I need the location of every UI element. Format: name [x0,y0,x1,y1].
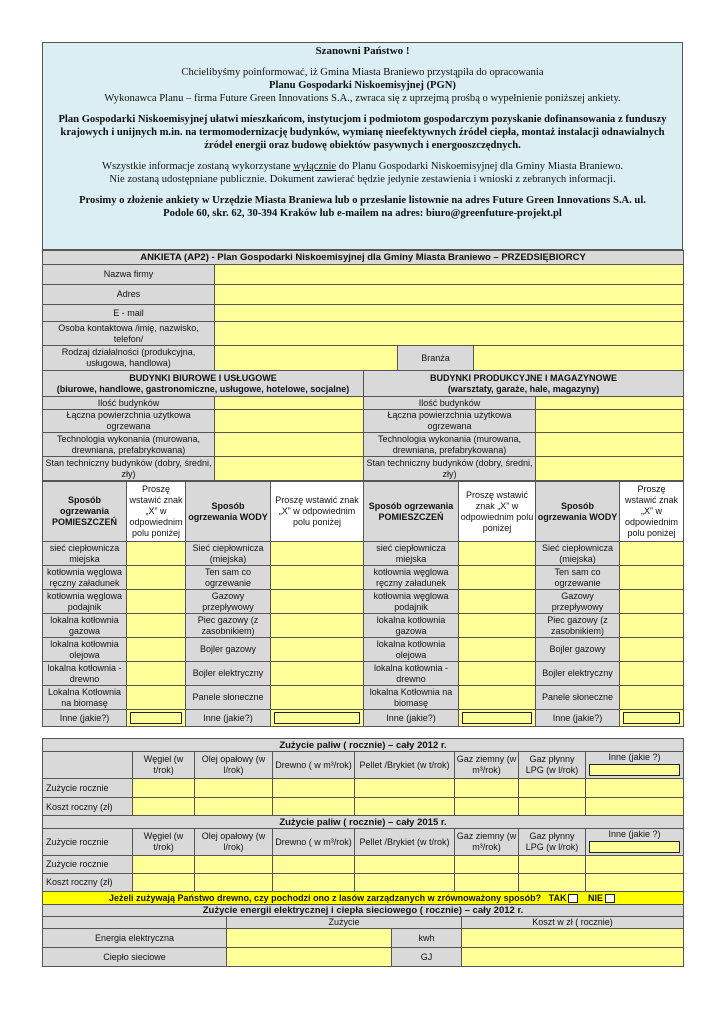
energy-el-cost[interactable] [462,929,684,948]
inne-input-7[interactable] [623,712,680,724]
x-room-left-3[interactable] [127,614,186,638]
x-water-right-3[interactable] [620,614,684,638]
fuel2015-title: Zużycie paliw ( rocznie) – cały 2015 r. [43,816,684,829]
f12-c-6[interactable] [519,798,586,817]
fuel2015-row-label: Zużycie rocznie [43,829,133,856]
field-ilosc-office[interactable] [215,397,364,410]
room-left-4: lokalna kotłownia olejowa [43,638,127,662]
x-room-left-5[interactable] [127,662,186,686]
inne-input-3[interactable] [274,712,360,724]
room-right-5: lokalna kotłownia -drewno [364,662,459,686]
x-room-left-4[interactable] [127,638,186,662]
energy-heat-label: Ciepło sieciowe [43,948,227,967]
x-water-right-4[interactable] [620,638,684,662]
form-title: ANKIETA (AP2) - Plan Gospodarki Niskoemisyjnej dla Gminy Miasta Braniewo – PRZEDSIĘBIORCY [43,251,684,265]
col15-inne [586,829,684,856]
f12-u-2[interactable] [195,779,273,798]
f12-c-7[interactable] [586,798,684,817]
buildings-table [42,370,684,481]
intro-line3: Wykonawca Planu – firma Future Green Innovations S.A., zwraca się z uprzejmą prośbą o wypełnienie poniższej ankiety. [104,93,621,104]
x-room-right-0[interactable] [459,542,536,566]
x-water-left-5[interactable] [271,662,364,686]
water-right-6: Panele słoneczne [536,686,620,710]
x-room-right-6[interactable] [459,686,536,710]
f12-c-4[interactable] [355,798,455,817]
field-osoba[interactable] [215,322,684,346]
water-right-2: Gazowy przepływowy [536,590,620,614]
hdr-x-left: Proszę wstawić znak „X” w odpowiednim polu poniżej [127,482,186,542]
col15-gaz-ziemny: Gaz ziemny (w m³/rok) [455,829,519,856]
f15-c-2[interactable] [195,874,273,892]
water-right-4: Bojler gazowy [536,638,620,662]
label-adres: Adres [43,285,215,305]
label-osoba: Osoba kontaktowa /imię, nazwisko, telefon/ [43,322,215,346]
wood-tak-label: TAK [548,893,567,903]
x-room-right-3[interactable] [459,614,536,638]
x-water-right-1[interactable] [620,566,684,590]
privacy-a: Wszystkie informacje zostaną wykorzystane [101,161,294,172]
water-left-5: Bojler elektryczny [186,662,271,686]
energy-el-label: Energia elektryczna [43,929,227,948]
f12-u-6[interactable] [519,779,586,798]
room-right-7: Inne (jakie?) [364,710,459,727]
fuel2012-row-cost: Koszt roczny (zł) [43,798,133,817]
field-nazwa[interactable] [215,265,684,285]
room-right-3: lokalna kotłownia gazowa [364,614,459,638]
intro-line1: Chcielibyśmy poinformować, iż Gmina Miasta Braniewo przystąpiła do opracowania [181,67,544,78]
wood-nie-checkbox[interactable] [605,894,615,903]
greeting: Szanowni Państwo ! [315,45,410,57]
water-right-7: Inne (jakie?) [536,710,620,727]
water-left-2: Gazowy przepływowy [186,590,271,614]
col-pellet: Pellet /Brykiet (w t/rok) [355,752,455,779]
room-right-6: lokalna Kotłownia na biomasę [364,686,459,710]
room-left-0: sieć ciepłownicza miejska [43,542,127,566]
fuel2015-table [42,815,684,906]
x-room-left-1[interactable] [127,566,186,590]
inne-input-1[interactable] [130,712,182,724]
energy-title: Zużycie energii elektrycznej i ciepła sieciowego ( rocznie) – cały 2012 r. [43,905,684,917]
f12-c-5[interactable] [455,798,519,817]
energy-heat-use[interactable] [227,948,392,967]
energy-table [42,904,684,967]
energy-heat-cost[interactable] [462,948,684,967]
x-water-left-6[interactable] [271,686,364,710]
f15-u-7[interactable] [586,856,684,874]
x-room-right-7[interactable] [459,710,536,727]
x-water-right-7[interactable] [620,710,684,727]
col15-inne-label: Inne (jakie ?) [608,829,661,839]
office-sub: (biurowe, handlowe, gastronomiczne, usługowe, hotelowe, socjalne) [56,383,350,394]
water-right-1: Ten sam co ogrzewanie [536,566,620,590]
x-room-right-4[interactable] [459,638,536,662]
f15-c-1[interactable] [133,874,195,892]
x-water-left-4[interactable] [271,638,364,662]
hdr-pom-right: Sposób ogrzewania POMIESZCZEŃ [364,482,459,542]
col-gaz-plynny: Gaz płynny LPG (w l/rok) [519,752,586,779]
room-right-4: lokalna kotłownia olejowa [364,638,459,662]
col15-gaz-plynny: Gaz płynny LPG (w l/rok) [519,829,586,856]
x-room-left-6[interactable] [127,686,186,710]
f15-u-6[interactable] [519,856,586,874]
energy-heat-unit: GJ [392,948,462,967]
f15-u-5[interactable] [455,856,519,874]
label-technologia: Technologia wykonania (murowana, drewniana, prefabrykowana) [43,433,215,457]
room-left-1: kotłownia węglowa ręczny załadunek [43,566,127,590]
production-sub: (warsztaty, garaże, hale, magazyny) [447,383,600,394]
f15-c-6[interactable] [519,874,586,892]
room-left-5: lokalna kotłownia -drewno [43,662,127,686]
room-left-7: Inne (jakie?) [43,710,127,727]
room-right-2: kotłownia węglowa podajnik [364,590,459,614]
f15-c-3[interactable] [273,874,355,892]
f15-c-4[interactable] [355,874,455,892]
intro-line2: Planu Gospodarki Niskoemisyjnej (PGN) [269,80,456,91]
fuel2015-row-cost: Koszt roczny (zł) [43,874,133,892]
inne-2015-input[interactable] [589,841,680,853]
wood-nie-label: NIE [587,893,603,903]
hdr-wody-left: Sposób ogrzewania WODY [186,482,271,542]
col15-wegiel: Węgiel (w t/rok) [133,829,195,856]
hdr-x-right: Proszę wstawić znak „X” w odpowiednim polu poniżej [459,482,536,542]
x-water-left-7[interactable] [271,710,364,727]
room-left-6: Lokalna Kotłownia na biomasę [43,686,127,710]
label-nazwa: Nazwa firmy [43,265,215,285]
office-title: BUDYNKI BIUROWE I USŁUGOWE [129,372,277,383]
privacy-u: wyłącznie [293,161,337,172]
col-drewno: Drewno ( w m³/rok) [273,752,355,779]
water-left-6: Panele słoneczne [186,686,271,710]
label-rodzaj: Rodzaj działalności (produkcyjna, usługowa, handlowa) [43,346,215,371]
label-ilosc: Ilość budynków [43,397,215,410]
fuel2012-table [42,738,684,817]
label-powierzchnia-r: Łączna powierzchnia użytkowa ogrzewana [364,410,536,433]
label-branza: Branża [398,346,474,371]
water-right-5: Bojler elektryczny [536,662,620,686]
buildings-office-header [43,371,364,397]
label-stan: Stan techniczny budynków (dobry, średni, zły) [43,457,215,481]
hdr-x-right-narrow: Proszę wstawić znak „X” w odpowiednim polu poniżej [620,482,684,542]
energy-col-use: Zużycie [227,917,462,929]
field-pow-prod[interactable] [536,410,684,433]
f12-c-3[interactable] [273,798,355,817]
x-room-left-7[interactable] [127,710,186,727]
water-right-3: Piec gazowy (z zasobnikiem) [536,614,620,638]
wood-question: Jeżeli zużywają Państwo drewno, czy pochodzi ono z lasów zarządzanych w zrównoważony sposób? [109,893,542,903]
f12-u-7[interactable] [586,779,684,798]
field-pow-office[interactable] [215,410,364,433]
inne-input-5[interactable] [462,712,532,724]
f15-c-7[interactable] [586,874,684,892]
water-left-0: Sieć ciepłownicza (miejska) [186,542,271,566]
f15-u-2[interactable] [195,856,273,874]
label-ilosc-r: Ilość budynków [364,397,536,410]
field-tech-prod[interactable] [536,433,684,457]
intro-panel [42,42,683,250]
x-room-right-1[interactable] [459,566,536,590]
label-email: E - mail [43,305,215,322]
x-water-right-5[interactable] [620,662,684,686]
f12-u-4[interactable] [355,779,455,798]
x-room-right-5[interactable] [459,662,536,686]
field-adres[interactable] [215,285,684,305]
water-left-4: Bojler gazowy [186,638,271,662]
x-water-left-3[interactable] [271,614,364,638]
field-rodzaj[interactable] [215,346,398,371]
inne-2012-input[interactable] [589,764,680,776]
f12-c-1[interactable] [133,798,195,817]
col-olej: Olej opałowy (w l/rok) [195,752,273,779]
label-technologia-r: Technologia wykonania (murowana, drewniana, prefabrykowana) [364,433,536,457]
privacy-b: do Planu Gospodarki Niskoemisyjnej dla Gminy Miasta Braniewo. [336,161,624,172]
x-water-left-0[interactable] [271,542,364,566]
col-wegiel: Węgiel (w t/rok) [133,752,195,779]
fuel2012-row-use: Zużycie rocznie [43,779,133,798]
water-right-0: Sieć ciepłownicza (miejska) [536,542,620,566]
production-title: BUDYNKI PRODUKCYJNE I MAGAZYNOWE [430,372,618,383]
x-water-right-0[interactable] [620,542,684,566]
f12-c-2[interactable] [195,798,273,817]
company-table [42,250,684,371]
room-right-0: sieć ciepłownicza miejska [364,542,459,566]
f12-u-3[interactable] [273,779,355,798]
f12-u-1[interactable] [133,779,195,798]
field-tech-office[interactable] [215,433,364,457]
x-water-right-6[interactable] [620,686,684,710]
x-water-left-2[interactable] [271,590,364,614]
x-room-left-0[interactable] [127,542,186,566]
energy-el-use[interactable] [227,929,392,948]
x-room-right-2[interactable] [459,590,536,614]
label-stan-r: Stan techniczny budynków (dobry, średni, zły) [364,457,536,481]
field-stan-office[interactable] [215,457,364,481]
x-water-left-1[interactable] [271,566,364,590]
energy-el-unit: kwh [392,929,462,948]
f15-u-1[interactable] [133,856,195,874]
water-left-1: Ten sam co ogrzewanie [186,566,271,590]
field-stan-prod[interactable] [536,457,684,481]
fuel2012-corner [43,752,133,779]
f15-c-5[interactable] [455,874,519,892]
field-ilosc-prod[interactable] [536,397,684,410]
x-room-left-2[interactable] [127,590,186,614]
hdr-x-left-wide: Proszę wstawić znak „X” w odpowiednim polu poniżej [271,482,364,542]
room-left-2: kotłownia węglowa podajnik [43,590,127,614]
f15-u-4[interactable] [355,856,455,874]
intro-purpose: Plan Gospodarki Niskoemisyjnej ułatwi mieszkańcom, instytucjom i podmiotom gospodarczym pozyskanie dofinansowania z funduszy krajowych i unijnych m.in. na termomodernizację budynków, wymianę nieefektywnych źródeł ciepła, montaż instalacji odnawialnych źródeł energii oraz budowę obiektów pasywnych i energooszczędnych. [58,114,667,151]
water-left-7: Inne (jakie?) [186,710,271,727]
energy-corner [43,917,227,929]
intro-privacy2: Nie zostaną udostępniane publicznie. Dokument zawierać będzie jedynie zestawienia i wnioski z zebranych informacji. [109,174,616,185]
fuel2012-title: Zużycie paliw ( rocznie) – cały 2012 r. [43,739,684,752]
col-inne [586,752,684,779]
intro-submit: Prosimy o złożenie ankiety w Urzędzie Miasta Braniewa lub o przesłanie listownie na adres Future Green Innovations S.A. ul. Podole 60, skr. 62, 30-394 Kraków lub e-mailem na adres: biuro@greenfuture-projekt.pl [79,195,646,219]
heating-table [42,481,684,727]
f12-u-5[interactable] [455,779,519,798]
hdr-pom-left: Sposób ogrzewania POMIESZCZEŃ [43,482,127,542]
field-branza[interactable] [474,346,684,371]
field-email[interactable] [215,305,684,322]
col-inne-label: Inne (jakie ?) [608,752,661,762]
x-water-right-2[interactable] [620,590,684,614]
wood-tak-checkbox[interactable] [568,894,578,903]
water-left-3: Piec gazowy (z zasobnikiem) [186,614,271,638]
col15-drewno: Drewno ( w m³/rok) [273,829,355,856]
fuel2015-row-use: Zużycie rocznie [43,856,133,874]
intro-privacy [43,160,682,173]
room-left-3: lokalna kotłownia gazowa [43,614,127,638]
label-powierzchnia: Łączna powierzchnia użytkowa ogrzewana [43,410,215,433]
room-right-1: kotłownia węglowa ręczny załadunek [364,566,459,590]
col-gaz-ziemny: Gaz ziemny (w m³/rok) [455,752,519,779]
energy-col-cost: Koszt w zł ( rocznie) [462,917,684,929]
buildings-production-header [364,371,684,397]
hdr-wody-right: Sposób ogrzewania WODY [536,482,620,542]
f15-u-3[interactable] [273,856,355,874]
col15-olej: Olej opałowy (w l/rok) [195,829,273,856]
col15-pellet: Pellet /Brykiet (w t/rok) [355,829,455,856]
